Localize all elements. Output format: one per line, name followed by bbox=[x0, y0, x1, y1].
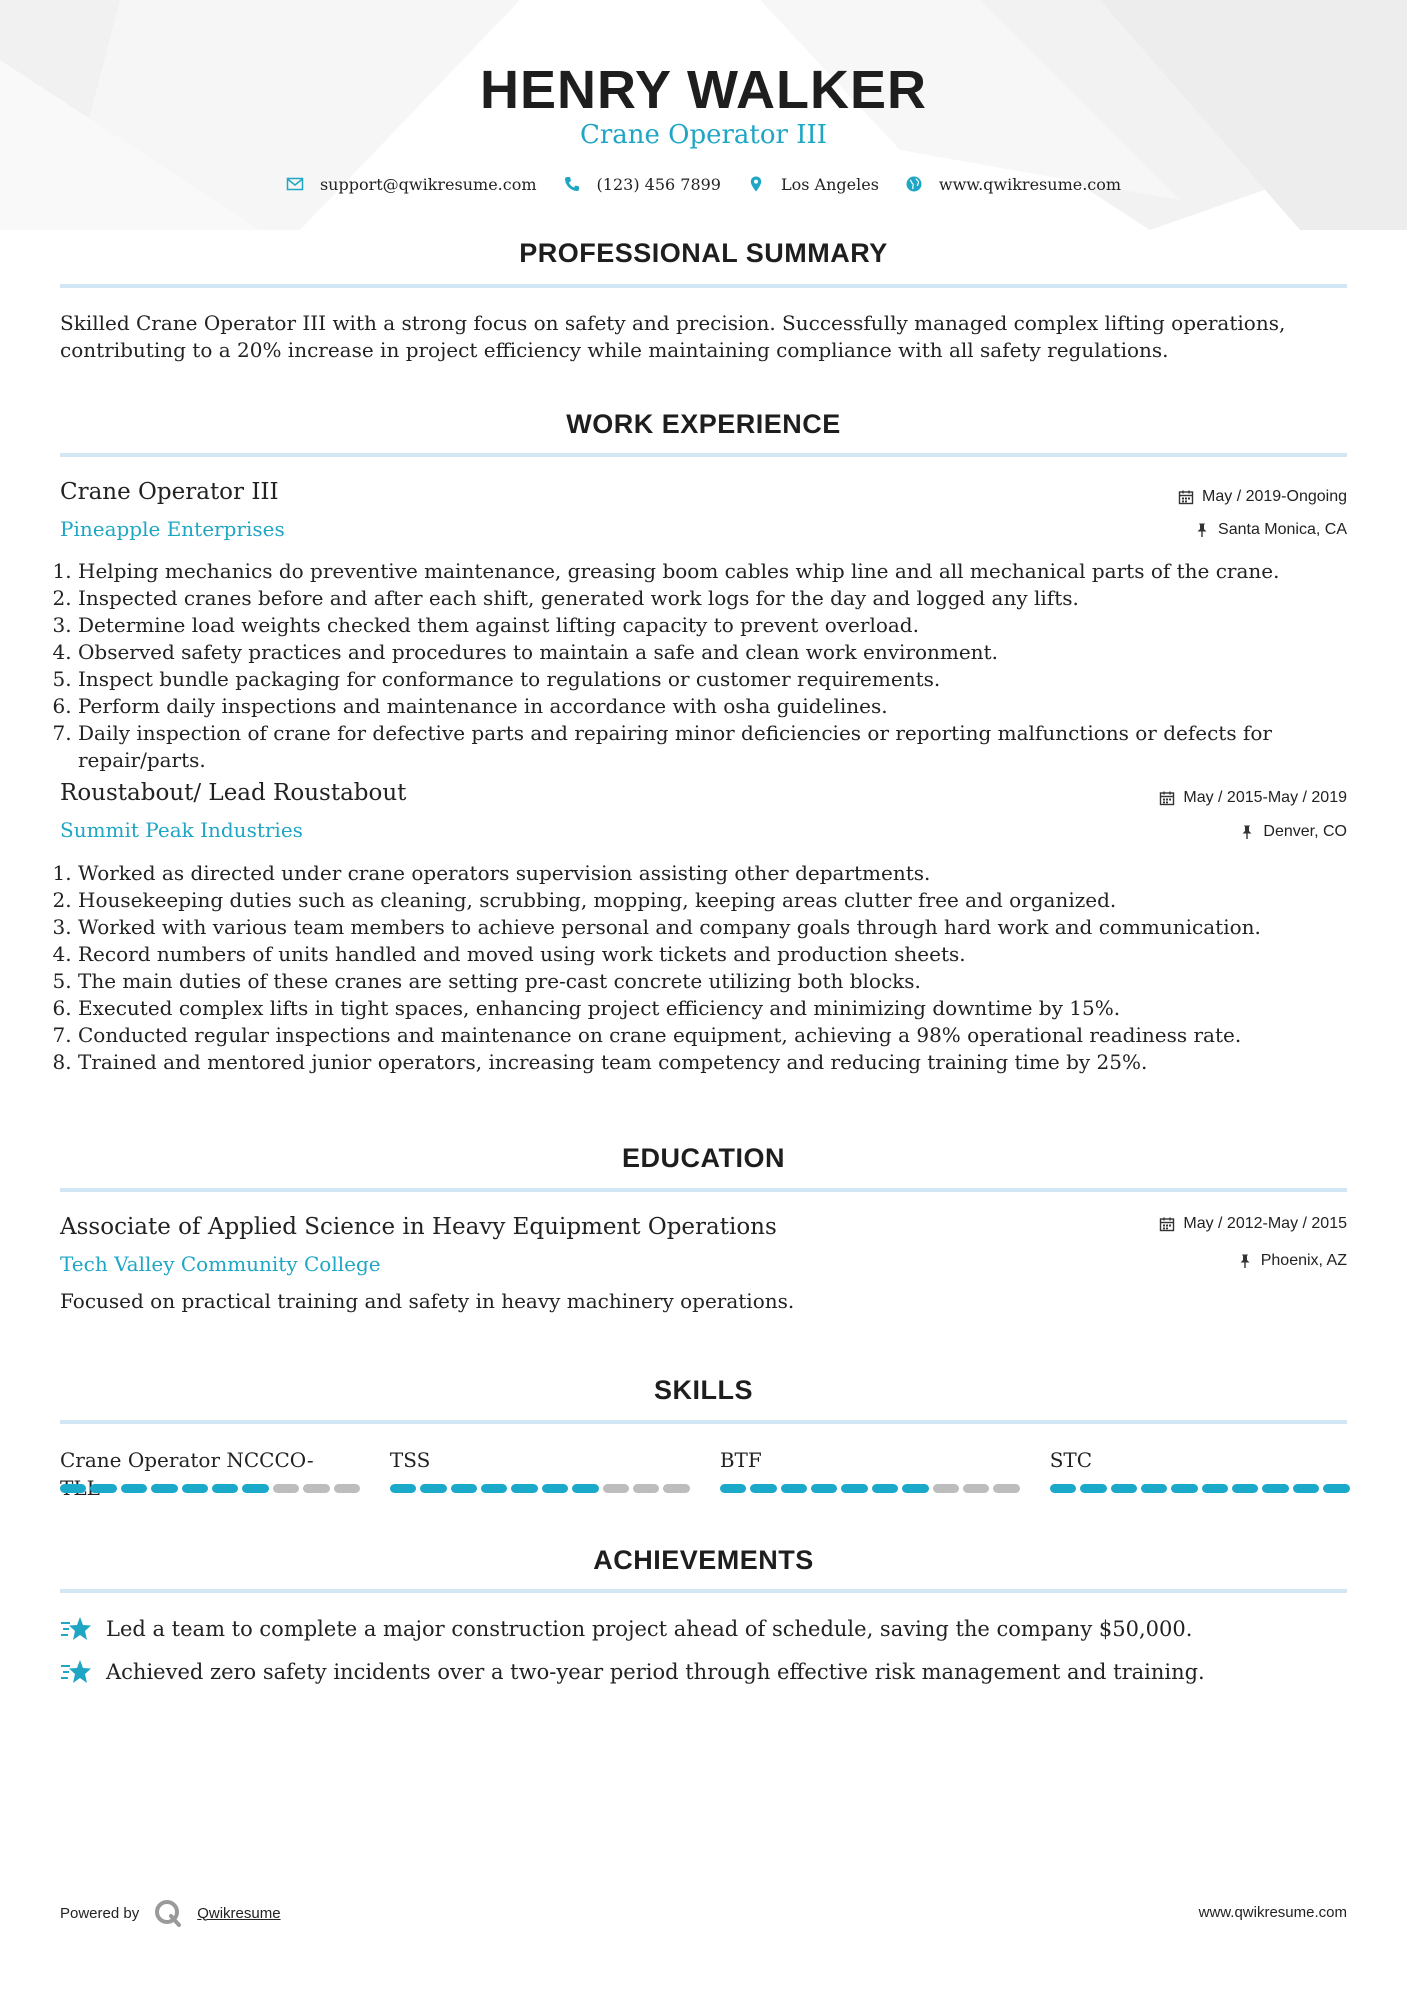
skill-level-segment bbox=[511, 1484, 537, 1493]
skill-level-segment bbox=[390, 1484, 416, 1493]
job-dates-text: May / 2015-May / 2019 bbox=[1183, 789, 1347, 806]
company-name: Summit Peak Industries bbox=[60, 818, 303, 842]
skill-level-segment bbox=[420, 1484, 446, 1493]
email-text: support@qwikresume.com bbox=[319, 174, 537, 194]
education-divider bbox=[60, 1188, 1347, 1192]
achievement-item bbox=[60, 1614, 1347, 1644]
skill-level-segment bbox=[872, 1484, 898, 1493]
skill-level-segment bbox=[1171, 1484, 1197, 1493]
skill-level-segment bbox=[781, 1484, 807, 1493]
skill-item bbox=[1050, 1446, 1350, 1493]
job-dates bbox=[1159, 789, 1347, 807]
skill-level-segment bbox=[811, 1484, 837, 1493]
skills-list bbox=[60, 1446, 1347, 1493]
achievements-divider bbox=[60, 1589, 1347, 1593]
job-dates-text: May / 2019-Ongoing bbox=[1202, 488, 1347, 505]
education-location-text: Phoenix, AZ bbox=[1260, 1252, 1347, 1269]
website-text: www.qwikresume.com bbox=[938, 174, 1122, 194]
skill-level-segment bbox=[663, 1484, 689, 1493]
duties-list bbox=[60, 860, 1347, 1076]
education-description: Focused on practical training and safety in heavy machinery operations. bbox=[60, 1289, 795, 1313]
skill-level-segment bbox=[1262, 1484, 1288, 1493]
contact-phone[interactable] bbox=[563, 175, 721, 194]
footer-website[interactable]: www.qwikresume.com bbox=[1198, 1904, 1347, 1921]
achievement-text: Achieved zero safety incidents over a two-year period through effective risk management and training. bbox=[106, 1660, 1205, 1684]
star-icon bbox=[60, 1657, 92, 1687]
calendar-icon bbox=[1178, 489, 1194, 505]
skill-level-segment bbox=[1323, 1484, 1349, 1493]
qwikresume-logo-icon bbox=[153, 1898, 183, 1928]
duty-item: 7. Daily inspection of crane for defective parts and repairing minor deficiencies or reporting malfunctions or defects for repair/parts. bbox=[78, 720, 1347, 774]
experience-divider bbox=[60, 453, 1347, 457]
map-pin-icon bbox=[747, 175, 765, 193]
skill-label: STC bbox=[1049, 1448, 1093, 1472]
education-heading: EDUCATION bbox=[622, 1143, 785, 1173]
location-text: Los Angeles bbox=[780, 174, 879, 194]
skills-divider bbox=[60, 1420, 1347, 1424]
skill-level-segment bbox=[451, 1484, 477, 1493]
achievement-item bbox=[60, 1657, 1347, 1687]
skill-level-segment bbox=[572, 1484, 598, 1493]
job-title: Roustabout/ Lead Roustabout bbox=[60, 780, 407, 806]
duty-item: 2. Housekeeping duties such as cleaning, scrubbing, mopping, keeping areas clutter free and organized. bbox=[78, 887, 1347, 914]
skill-level-segment bbox=[750, 1484, 776, 1493]
education-dates-text: May / 2012-May / 2015 bbox=[1183, 1215, 1347, 1232]
skill-level-segment bbox=[993, 1484, 1019, 1493]
job-location-text: Santa Monica, CA bbox=[1218, 521, 1347, 538]
duty-item: 6. Executed complex lifts in tight spaces, enhancing project efficiency and minimizing downtime by 15%. bbox=[78, 995, 1347, 1022]
duty-item: 2. Inspected cranes before and after each shift, generated work logs for the day and logged any lifts. bbox=[78, 585, 1347, 612]
experience-heading: WORK EXPERIENCE bbox=[566, 409, 841, 439]
skill-level-segment bbox=[212, 1484, 238, 1493]
skills-heading: SKILLS bbox=[653, 1375, 753, 1405]
pushpin-icon bbox=[1237, 1253, 1253, 1269]
degree-title: Associate of Applied Science in Heavy Equipment Operations bbox=[60, 1214, 777, 1240]
skill-label: Crane Operator NCCCO- bbox=[60, 1448, 314, 1472]
duty-item: 8. Trained and mentored junior operators, increasing team competency and reducing training time by 25%. bbox=[78, 1049, 1347, 1076]
summary-text: Skilled Crane Operator III with a strong focus on safety and precision. Successfully managed complex lifting operations, contributing to a 20% increase in project efficiency while maintaining compliance with all safety regulations. bbox=[60, 311, 1286, 362]
duties-list bbox=[60, 558, 1347, 774]
skill-level-segment bbox=[151, 1484, 177, 1493]
skill-level-segment bbox=[242, 1484, 268, 1493]
skill-level-segment bbox=[1111, 1484, 1137, 1493]
skill-level-segment bbox=[90, 1484, 116, 1493]
envelope-icon bbox=[286, 175, 304, 193]
achievements-heading: ACHIEVEMENTS bbox=[593, 1545, 814, 1575]
skill-level-segment bbox=[303, 1484, 329, 1493]
contact-website[interactable] bbox=[905, 175, 1121, 194]
skill-level-segment bbox=[1202, 1484, 1228, 1493]
skill-item bbox=[720, 1446, 1020, 1493]
skill-label: TSS bbox=[389, 1448, 431, 1472]
candidate-name: HENRY WALKER bbox=[479, 60, 928, 120]
skill-level-segment bbox=[633, 1484, 659, 1493]
summary-divider bbox=[60, 284, 1347, 288]
summary-heading: PROFESSIONAL SUMMARY bbox=[519, 238, 888, 268]
job-location bbox=[1194, 521, 1347, 539]
school-name: Tech Valley Community College bbox=[60, 1252, 381, 1276]
education-location bbox=[1237, 1252, 1347, 1270]
skill-level-segment bbox=[60, 1484, 86, 1493]
skill-level-segment bbox=[121, 1484, 147, 1493]
skill-item bbox=[390, 1446, 690, 1493]
skill-level-segment bbox=[841, 1484, 867, 1493]
duty-item: 1. Helping mechanics do preventive maintenance, greasing boom cables whip line and all mechanical parts of the crane. bbox=[78, 558, 1347, 585]
skill-level-segment bbox=[603, 1484, 629, 1493]
duty-item: 5. Inspect bundle packaging for conformance to regulations or customer requirements. bbox=[78, 666, 1347, 693]
company-name: Pineapple Enterprises bbox=[60, 517, 285, 541]
education-dates bbox=[1159, 1215, 1347, 1233]
duty-item: 6. Perform daily inspections and maintenance in accordance with osha guidelines. bbox=[78, 693, 1347, 720]
skill-item bbox=[60, 1446, 360, 1493]
skill-level-segment bbox=[720, 1484, 746, 1493]
star-icon bbox=[60, 1614, 92, 1644]
job-location-text: Denver, CO bbox=[1263, 823, 1347, 840]
brand-link[interactable]: Qwikresume bbox=[197, 1904, 281, 1922]
skill-level-segment bbox=[1293, 1484, 1319, 1493]
duty-item: 4. Record numbers of units handled and moved using work tickets and production sheets. bbox=[78, 941, 1347, 968]
duty-item: 5. The main duties of these cranes are setting pre-cast concrete utilizing both blocks. bbox=[78, 968, 1347, 995]
duty-item: 4. Observed safety practices and procedures to maintain a safe and clean work environment. bbox=[78, 639, 1347, 666]
skill-label: BTF bbox=[719, 1448, 762, 1472]
skill-level-segment bbox=[963, 1484, 989, 1493]
duty-item: 3. Worked with various team members to achieve personal and company goals through hard work and communication. bbox=[78, 914, 1347, 941]
skill-level-segment bbox=[933, 1484, 959, 1493]
skill-level-segment bbox=[1141, 1484, 1167, 1493]
job-location bbox=[1239, 823, 1347, 841]
job-title: Crane Operator III bbox=[60, 479, 279, 505]
calendar-icon bbox=[1159, 790, 1175, 806]
phone-icon bbox=[563, 175, 581, 193]
achievement-text: Led a team to complete a major construction project ahead of schedule, saving the company $50,000. bbox=[106, 1617, 1193, 1641]
footer bbox=[60, 1898, 1347, 1930]
skill-level-segment bbox=[542, 1484, 568, 1493]
contact-email[interactable] bbox=[286, 175, 537, 194]
skill-level-bar bbox=[1050, 1484, 1350, 1493]
skill-level-bar bbox=[390, 1484, 690, 1493]
powered-by bbox=[60, 1898, 281, 1928]
skill-level-segment bbox=[1080, 1484, 1106, 1493]
phone-text: (123) 456 7899 bbox=[596, 174, 721, 194]
globe-icon bbox=[905, 175, 923, 193]
skill-level-segment bbox=[334, 1484, 360, 1493]
calendar-icon bbox=[1159, 1216, 1175, 1232]
contact-bar bbox=[60, 172, 1347, 196]
skill-level-segment bbox=[902, 1484, 928, 1493]
skill-level-segment bbox=[273, 1484, 299, 1493]
skill-level-segment bbox=[1050, 1484, 1076, 1493]
pushpin-icon bbox=[1194, 522, 1210, 538]
duty-item: 3. Determine load weights checked them against lifting capacity to prevent overload. bbox=[78, 612, 1347, 639]
powered-by-label: Powered by bbox=[60, 1904, 140, 1922]
candidate-title: Crane Operator III bbox=[579, 120, 828, 150]
job-dates bbox=[1178, 488, 1347, 506]
skill-level-segment bbox=[481, 1484, 507, 1493]
duty-item: 7. Conducted regular inspections and maintenance on crane equipment, achieving a 98% operational readiness rate. bbox=[78, 1022, 1347, 1049]
duty-item: 1. Worked as directed under crane operators supervision assisting other departments. bbox=[78, 860, 1347, 887]
contact-location bbox=[747, 175, 879, 194]
pushpin-icon bbox=[1239, 824, 1255, 840]
skill-level-segment bbox=[182, 1484, 208, 1493]
skill-level-bar bbox=[60, 1484, 360, 1493]
skill-level-bar bbox=[720, 1484, 1020, 1493]
skill-level-segment bbox=[1232, 1484, 1258, 1493]
